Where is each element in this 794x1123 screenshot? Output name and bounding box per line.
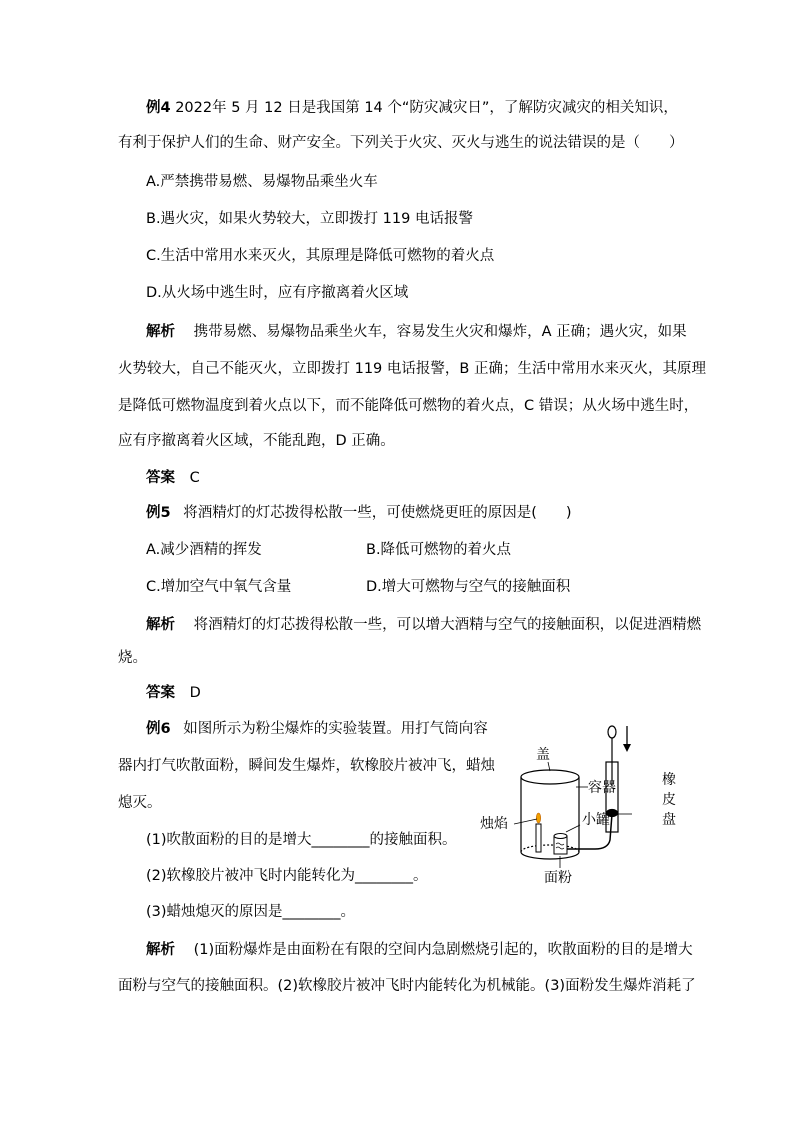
label-rubber-2: 皮 [662, 792, 676, 808]
ex6-question-line2: 器内打气吹散面粉，瞬间发生爆炸，软橡胶片被冲飞，蜡烛 [118, 758, 495, 774]
label-container: 容器 [588, 780, 616, 796]
ex4-analysis-line2: 火势较大，自己不能灭火，立即拨打 119 电话报警，B 正确；生活中常用水来灭火，其原理 [118, 361, 706, 377]
ex4-question-line2: 有利于保护人们的生命、财产安全。下列关于火灾、灭火与逃生的说法错误的是（ ） [118, 135, 684, 151]
label-rubber-3: 盘 [662, 812, 676, 828]
ex6-analysis-text: (1)面粉爆炸是由面粉在有限的空间内急剧燃烧引起的，吹散面粉的目的是增大 [193, 942, 693, 958]
ex5-option-a: A.减少酒精的挥发 [146, 542, 262, 558]
ex4-analysis-line4: 应有序撤离着火区域，不能乱跑，D 正确。 [118, 433, 395, 449]
label-rubber-1: 橡 [662, 772, 676, 788]
ex6-sub-1: (1)吹散面粉的目的是增大________的接触面积。 [146, 832, 457, 848]
ex6-label: 例6 [146, 721, 171, 737]
candle-flame-icon [536, 813, 540, 823]
ex6-sub-2: (2)软橡胶片被冲飞时内能转化为________。 [146, 868, 428, 884]
ex4-analysis-line3: 是降低可燃物温度到着火点以下，而不能降低可燃物的着火点，C 错误；从火场中逃生时， [118, 398, 699, 414]
ex6-question-line3: 熄灭。 [118, 795, 162, 811]
container-cylinder [521, 770, 579, 859]
ex5-answer-label: 答案 [146, 685, 175, 701]
ex4-option-b: B.遇火灾，如果火势较大，立即拨打 119 电话报警 [146, 211, 473, 227]
ex4-analysis-line1 [118, 320, 687, 341]
label-lid: 盖 [536, 747, 550, 763]
ex4-question-line1 [118, 96, 676, 117]
ex4-option-d: D.从火场中逃生时，应有序撤离着火区域 [146, 285, 409, 301]
ex4-answer-value: C [189, 470, 200, 486]
ex6-question-text: 如图所示为粉尘爆炸的实验装置。用打气筒向容 [183, 721, 488, 737]
ex6-question-line1 [146, 719, 488, 739]
label-flour: 面粉 [544, 870, 572, 886]
ex5-option-b: B.降低可燃物的着火点 [366, 542, 512, 558]
ex5-question-text: 将酒精灯的灯芯拨得松散一些，可使燃烧更旺的原因是( ) [183, 505, 572, 521]
ex6-analysis-line1 [118, 938, 693, 959]
down-arrow-icon [623, 726, 631, 752]
ex4-answer-label: 答案 [146, 470, 175, 486]
ex4-option-a: A.严禁携带易燃、易爆物品乘坐火车 [146, 174, 378, 190]
label-small-can: 小罐 [582, 812, 610, 828]
ex6-analysis-line2: 面粉与空气的接触面积。(2)软橡胶片被冲飞时内能转化为机械能。(3)面粉发生爆炸消耗了 [118, 978, 696, 994]
ex5-option-d: D.增大可燃物与空气的接触面积 [366, 579, 571, 595]
ex4-analysis-label: 解析 [146, 324, 175, 340]
ex5-option-c: C.增加空气中氧气含量 [146, 579, 292, 595]
dust-explosion-diagram [470, 722, 690, 900]
small-can [554, 834, 567, 855]
ex4-option-c: C.生活中常用水来灭火，其原理是降低可燃物的着火点 [146, 248, 495, 264]
ex5-answer-value: D [189, 685, 201, 701]
ex4-analysis-text: 携带易燃、易爆物品乘坐火车，容易发生火灾和爆炸，A 正确；遇火灾，如果 [193, 324, 687, 340]
ex5-analysis-line2: 烧。 [118, 650, 147, 666]
ex5-question [146, 503, 572, 523]
ex6-analysis-label: 解析 [146, 942, 175, 958]
ex5-analysis-line1 [118, 613, 702, 634]
ex4-label: 例4 [146, 100, 171, 116]
ex5-analysis-label: 解析 [146, 617, 175, 633]
ex6-sub-3: (3)蜡烛熄灭的原因是________。 [146, 904, 356, 920]
ex5-analysis-text: 将酒精灯的灯芯拨得松散一些，可以增大酒精与空气的接触面积，以促进酒精燃 [193, 617, 702, 633]
ex4-question-text: 2022年 5 月 12 日是我国第 14 个“防灾减灾日”，了解防灾减灾的相关知识， [175, 100, 678, 116]
ex5-answer [146, 683, 201, 703]
label-candle-flame: 烛焰 [480, 816, 508, 832]
ex4-answer [146, 468, 200, 488]
ex5-label: 例5 [146, 505, 171, 521]
